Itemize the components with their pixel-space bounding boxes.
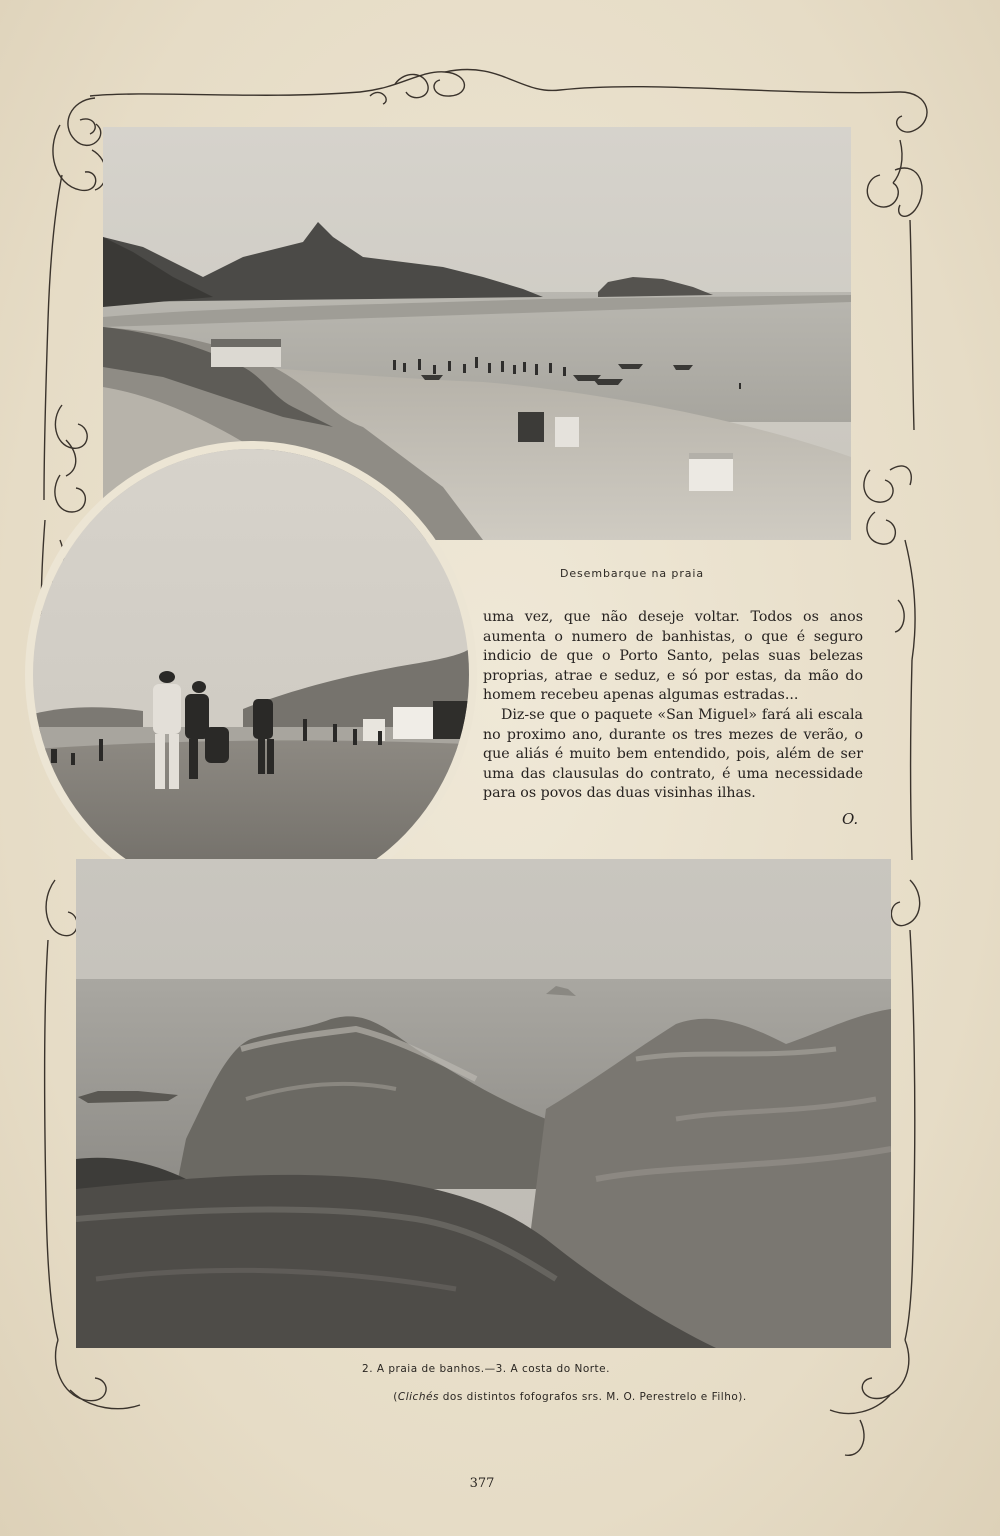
north-coast-photo xyxy=(76,859,891,1348)
article-paragraph: Diz-se que o paquete «San Miguel» fará ali escala no proximo ano, durante os tres mezes de verão, o que aliás é muito bem entendido, pois, além de ser uma das clausulas do contrato, é uma necessidade para os povos das duas visinhas ilhas. xyxy=(483,706,863,802)
top-photo-caption: Desembarque na praia xyxy=(560,567,704,580)
credit-open-paren: ( xyxy=(393,1391,398,1403)
page-number: 377 xyxy=(469,1476,495,1491)
bottom-photos-caption: 2. A praia de banhos.—3. A costa do Norte. xyxy=(362,1363,610,1375)
photo-credit-caption xyxy=(70,1391,1000,1403)
bathing-beach-photo xyxy=(33,449,469,900)
article-paragraph: uma vez, que não deseje voltar. Todos os anos aumenta o numero de banhistas, o que é seguro indicio de que o Porto Santo, pelas suas belezas proprias, atrae e seduz, e só por estas, da mão do homem recebeu apenas algumas estradas... xyxy=(483,609,863,704)
author-signature: O. xyxy=(842,810,859,828)
credit-text: dos distintos fofografos srs. M. O. Perestrelo e Filho). xyxy=(438,1391,747,1403)
credit-cliches: Clichés xyxy=(397,1391,439,1403)
article-body xyxy=(483,608,863,804)
